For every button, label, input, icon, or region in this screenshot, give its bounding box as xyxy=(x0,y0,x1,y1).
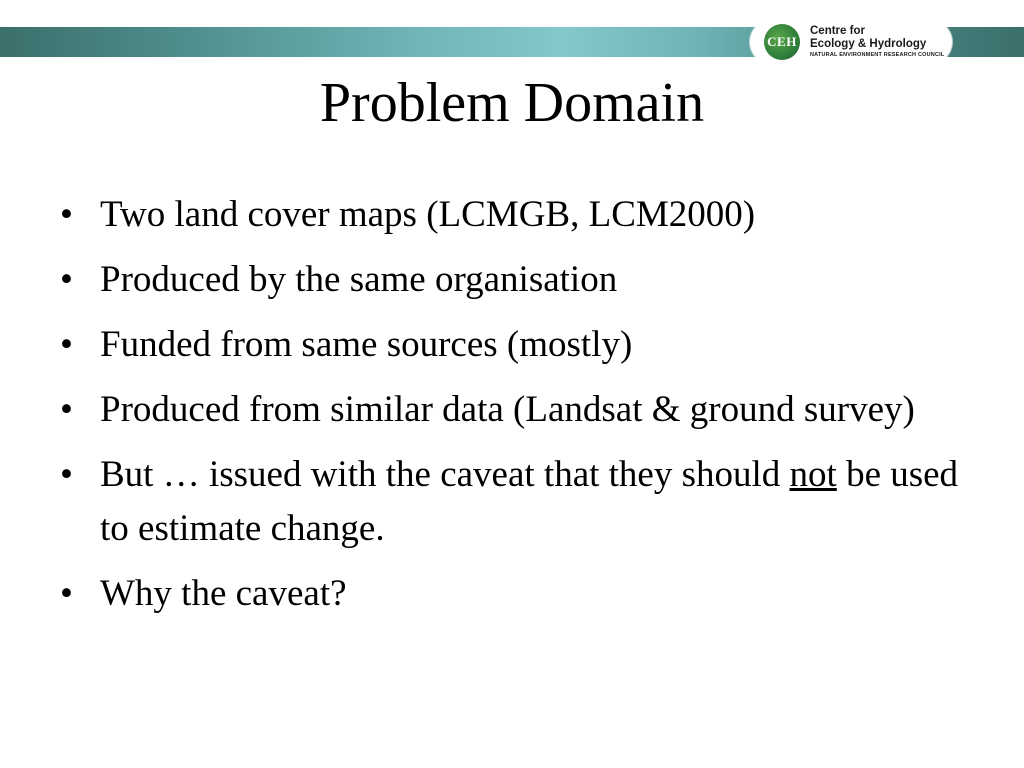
bullet-item xyxy=(58,188,988,242)
bullet-mark: • xyxy=(60,259,73,300)
bullet-text: Why the caveat? xyxy=(100,573,347,614)
bullet-mark: • xyxy=(60,573,73,614)
bullet-text: Funded from same sources (mostly) xyxy=(100,324,633,365)
bullet-text: Produced from similar data (Landsat & ground survey) xyxy=(100,389,915,430)
bullet-text: Two land cover maps (LCMGB, LCM2000) xyxy=(100,194,756,235)
bullet-list xyxy=(58,188,988,632)
logo-circle-text: CEH xyxy=(767,34,797,49)
bullet-item xyxy=(58,383,988,437)
bullet-mark: • xyxy=(60,324,73,365)
bullet-text: Produced by the same organisation xyxy=(100,259,618,300)
ceh-logo-icon xyxy=(764,24,800,60)
bullet-item xyxy=(58,567,988,621)
slide-title: Problem Domain xyxy=(319,72,705,134)
bullet-mark: • xyxy=(60,454,73,495)
logo-text-line3: NATURAL ENVIRONMENT RESEARCH COUNCIL xyxy=(810,52,945,58)
bullet-item xyxy=(58,253,988,307)
bullet-text-post: be used to estimate change. xyxy=(100,454,959,549)
bullet-item xyxy=(58,318,988,372)
logo-text-line1: Centre for xyxy=(810,25,865,37)
bullet-mark: • xyxy=(60,389,73,430)
bullet-mark: • xyxy=(60,194,73,235)
bullet-text-pre: But … issued with the caveat that they should xyxy=(100,454,790,495)
logo-text-line2: Ecology & Hydrology xyxy=(810,38,927,50)
bullet-text-underlined: not xyxy=(789,454,837,495)
bullet-item xyxy=(58,448,988,556)
